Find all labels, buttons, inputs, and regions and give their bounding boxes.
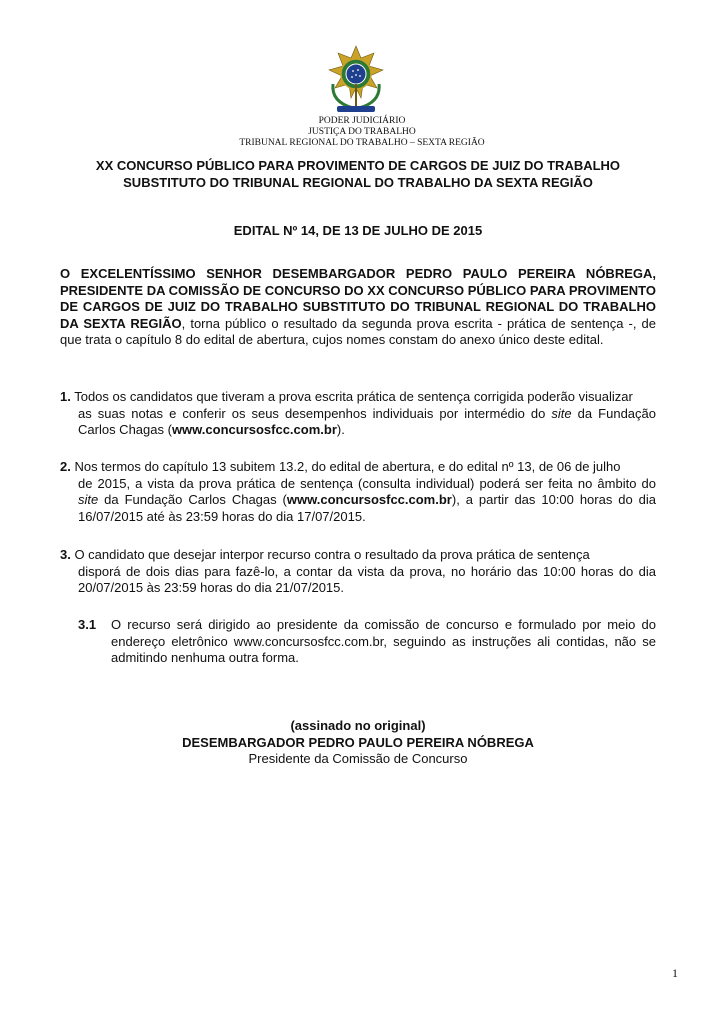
intro-paragraph bbox=[60, 266, 656, 349]
intro-bold: O EXCELENTÍSSIMO SENHOR DESEMBARGADOR PEDRO PAULO PEREIRA NÓBREGA, PRESIDENTE DA COMISSÃO DE CONCURSO DO XX CONCURSO PÚBLICO PARA PROVIMENTO DE CARGOS DE JUIZ DO TRABALHO SUBSTITUTO DO TRIBUNAL REGIONAL DO TRABALHO DA SEXTA REGIÃO bbox=[60, 266, 656, 331]
item-3-1-number: 3.1 bbox=[78, 617, 97, 632]
item-1-number: 1. bbox=[60, 389, 71, 404]
signature-note: (assinado no original) bbox=[290, 718, 426, 733]
item-1-url: www.concursosfcc.com.br bbox=[171, 422, 337, 438]
item-2-text-c: da Fundação Carlos Chagas ( bbox=[98, 492, 287, 508]
header-line-3: TRIBUNAL REGIONAL DO TRABALHO – SEXTA REGIÃO bbox=[239, 138, 485, 148]
coat-of-arms-icon bbox=[325, 44, 387, 116]
page-number: 1 bbox=[672, 966, 678, 980]
item-3-1 bbox=[78, 617, 656, 667]
item-2-text-b: de 2015, a vista da prova prática de sentença (consulta individual) poderá ser feita no âmbito do bbox=[78, 475, 656, 491]
signature-block bbox=[60, 718, 656, 768]
item-1 bbox=[60, 389, 656, 439]
item-3-text-b: disporá de dois dias para fazê-lo, a contar da vista da prova, no horário das 10:00 horas do dia 20/07/2015 às 23:59 horas do dia 21/07/2015. bbox=[78, 563, 656, 596]
signature-name: DESEMBARGADOR PEDRO PAULO PEREIRA NÓBREGA bbox=[182, 734, 534, 750]
signature-role: Presidente da Comissão de Concurso bbox=[248, 751, 468, 767]
item-1-line-a: Todos os candidatos que tiveram a prova escrita prática de sentença corrigida poderão visualizar bbox=[70, 389, 633, 404]
item-1-site: site bbox=[551, 405, 572, 421]
header-line-1: PODER JUDICIÁRIO bbox=[318, 116, 406, 126]
item-2-line-a: Nos termos do capítulo 13 subitem 13.2, do edital de abertura, e do edital nº 13, de 06 de julho bbox=[70, 459, 621, 474]
item-2 bbox=[60, 459, 656, 525]
item-3-1-text: O recurso será dirigido ao presidente da comissão de concurso e formulado por meio do endereço eletrônico www.concursosfcc.com.br, seguindo as instruções ali contidas, não se admitindo nenhuma outra forma. bbox=[111, 617, 656, 666]
intro-rest: , torna público o resultado da segunda prova escrita - prática de sentença -, de que trata o capítulo 8 do edital de abertura, cujos nomes constam do anexo único deste edital. bbox=[60, 315, 656, 348]
item-3-number: 3. bbox=[60, 547, 71, 562]
item-2-number: 2. bbox=[60, 459, 71, 474]
document-title bbox=[60, 157, 656, 191]
item-3 bbox=[60, 547, 656, 597]
item-2-site: site bbox=[78, 492, 99, 508]
item-1-text-b: as suas notas e conferir os seus desempenhos individuais por intermédio do bbox=[78, 405, 552, 421]
header-line-2: JUSTIÇA DO TRABALHO bbox=[308, 127, 416, 137]
institution-header bbox=[0, 116, 724, 149]
item-2-url: www.concursosfcc.com.br bbox=[286, 492, 452, 508]
item-1-text-d: ). bbox=[336, 422, 345, 438]
item-2-text-d: ), a partir das 10:00 horas do dia 16/07/2015 até às 23:59 horas do dia 17/07/2015. bbox=[78, 492, 657, 524]
title-line-1: XX CONCURSO PÚBLICO PARA PROVIMENTO DE CARGOS DE JUIZ DO TRABALHO bbox=[95, 158, 621, 173]
item-3-line-a: O candidato que desejar interpor recurso contra o resultado da prova prática de sentença bbox=[70, 547, 590, 562]
edital-heading: EDITAL Nº 14, DE 13 DE JULHO DE 2015 bbox=[233, 223, 483, 238]
item-1-text-c: da Fundação Carlos Chagas ( bbox=[78, 405, 656, 438]
title-line-2: SUBSTITUTO DO TRIBUNAL REGIONAL DO TRABALHO DA SEXTA REGIÃO bbox=[123, 175, 593, 190]
